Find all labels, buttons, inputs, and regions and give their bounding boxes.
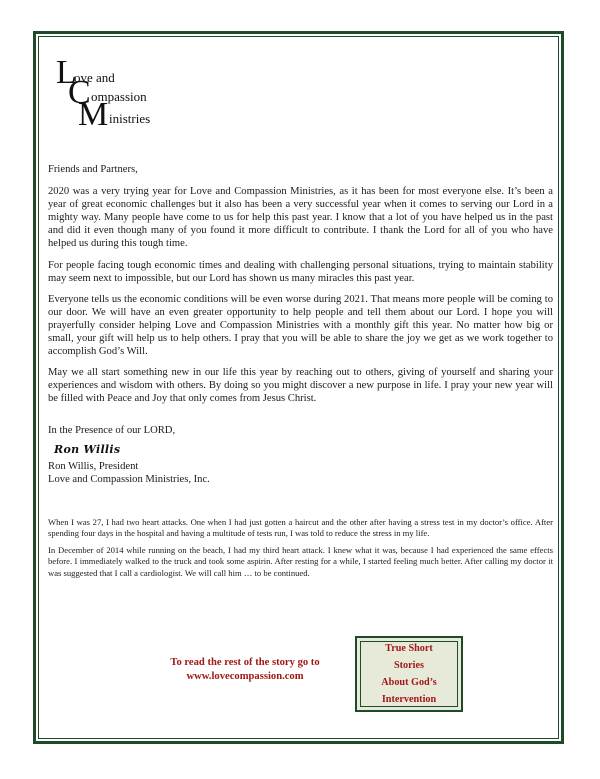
letter-paragraph: 2020 was a very trying year for Love and Compassion Ministries, as it has been for most everyone else. It’s been a year of great economic challenges but it also has been a very successful year when it comes to serving our Lord in a mighty way. Many people have come to us for help this past year. I know that a lot of you have helped us in the past and did it even though many of you found it more difficult to contribute. I thank the Lord for all of you who have helped us during this tough time.: [48, 186, 553, 250]
badge-line: True Short: [385, 643, 433, 654]
read-more-callout: [140, 656, 350, 684]
signature: Ron Willis: [54, 443, 121, 456]
letter-body: [48, 163, 553, 414]
logo-text-love: ove and: [74, 70, 115, 85]
story-paragraph: In December of 2014 while running on the beach, I had my third heart attack. I knew what it was, because I had experienced the same effects before. I immediately walked to the truck and took some aspirin. After resting for a while, I started feeling much better. After calling my doctor it was suggested that I call a cardiologist. We will call him … to be continued.: [48, 544, 553, 578]
logo-letter-m: M: [78, 96, 109, 133]
stories-badge: [355, 636, 463, 712]
website-link[interactable]: www.lovecompassion.com: [186, 671, 304, 682]
badge-line: About God’s: [381, 677, 437, 688]
letter-closing: In the Presence of our LORD,: [48, 425, 176, 436]
logo-text-compassion: ompassion: [91, 89, 147, 104]
letter-paragraph: Everyone tells us the economic conditions will be even worse during 2021. That means more people will be coming to our door. We will have an even greater opportunity to help people and tell them about our Lord. I hope you will prayerfully consider helping Love and Compassion Ministries with a monthly gift this year. No matter how big or small, your gift will help us to help others. I pray that you will be able to share the joy we get as we work together to accomplish God’s Will.: [48, 293, 553, 358]
ministry-logo: [52, 56, 182, 136]
signer-block: [48, 460, 210, 486]
letter-paragraph: May we all start something new in our life this year by reaching out to others, giving of yourself and sharing your experiences and wisdom with others. By doing so you might discover a new purpose in life. I pray your new year will be filled with Peace and Joy that only comes from Jesus Christ.: [48, 367, 553, 405]
stories-badge-inner: [360, 641, 458, 707]
signer-name: Ron Willis, President: [48, 461, 139, 472]
badge-line: Intervention: [381, 694, 437, 705]
read-more-text: To read the rest of the story go to: [170, 657, 320, 668]
signer-organization: Love and Compassion Ministries, Inc.: [48, 474, 210, 485]
story-paragraph: When I was 27, I had two heart attacks. One when I had just gotten a haircut and the other after having a stress test in my doctor’s office. After spending four days in the hospital and having a multitude of tests run, I was told to reduce the stress in my life.: [48, 517, 553, 539]
logo-text-ministries: inistries: [109, 111, 151, 126]
badge-line: Stories: [394, 660, 424, 671]
letter-paragraph: For people facing tough economic times and dealing with challenging personal situations, trying to maintain stability may seem next to impossible, but our Lord has shown us many miracles this past year.: [48, 259, 553, 284]
greeting: Friends and Partners,: [48, 164, 138, 175]
logo-letter-c: C: [68, 74, 91, 111]
logo-letter-l: L: [56, 54, 77, 91]
story-excerpt: [48, 517, 553, 584]
